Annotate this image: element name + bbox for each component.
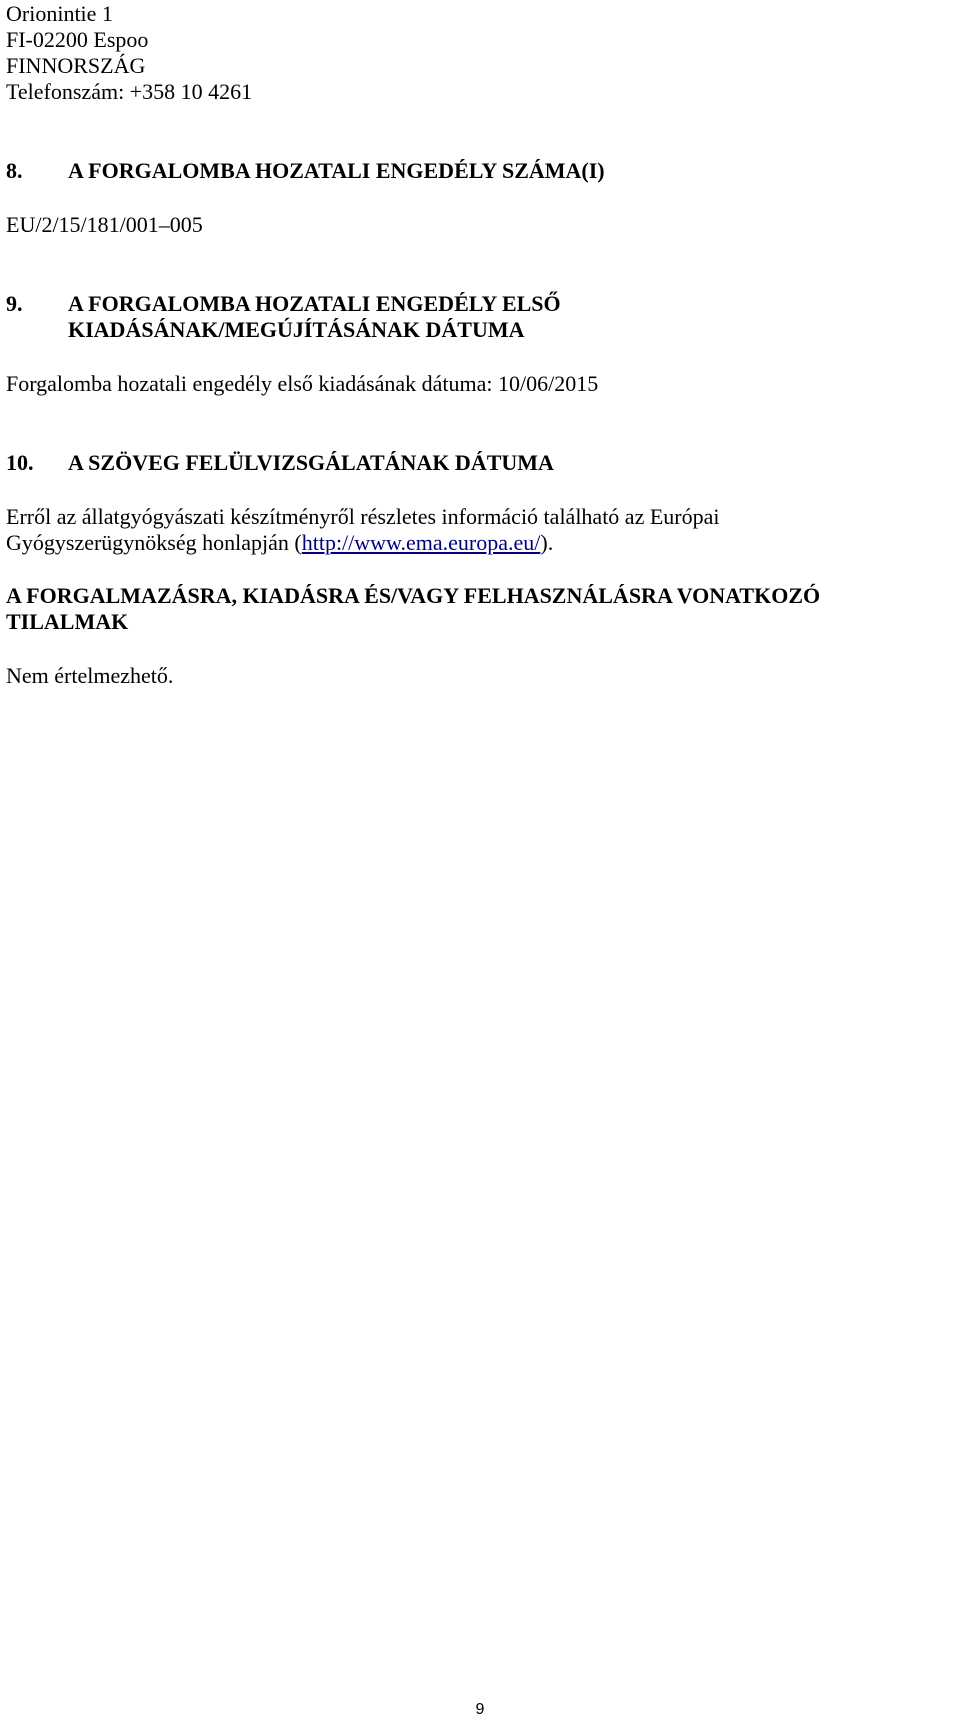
prohibition-heading-line1: A FORGALMAZÁSRA, KIADÁSRA ÉS/VAGY FELHASZNÁLÁSRA VONATKOZÓ xyxy=(6,583,821,608)
section9-heading-line1: A FORGALOMBA HOZATALI ENGEDÉLY ELSŐ xyxy=(68,291,561,316)
ema-website-link[interactable]: http://www.ema.europa.eu/ xyxy=(301,530,541,555)
section9-heading-line2: KIADÁSÁNAK/MEGÚJÍTÁSÁNAK DÁTUMA xyxy=(68,317,525,342)
section10-number: 10. xyxy=(6,450,34,475)
section9-body: Forgalomba hozatali engedély első kiadásának dátuma: 10/06/2015 xyxy=(6,371,599,396)
section8-body: EU/2/15/181/001–005 xyxy=(6,212,203,237)
page-number: 9 xyxy=(475,1701,485,1718)
section8-number: 8. xyxy=(6,158,23,183)
address-street: Orionintie 1 xyxy=(6,1,113,26)
address-phone: Telefonszám: +358 10 4261 xyxy=(6,79,253,104)
address-country: FINNORSZÁG xyxy=(6,53,146,78)
section10-heading: A SZÖVEG FELÜLVIZSGÁLATÁNAK DÁTUMA xyxy=(68,450,554,475)
section10-body-prefix: Gyógyszerügynökség honlapján ( xyxy=(6,530,302,555)
address-city: FI-02200 Espoo xyxy=(6,27,149,52)
section10-body-line2 xyxy=(6,529,553,557)
prohibition-heading-line2: TILALMAK xyxy=(6,609,129,634)
section10-body-suffix: ). xyxy=(540,530,554,555)
section9-number: 9. xyxy=(6,291,23,316)
section10-body-line1: Erről az állatgyógyászati készítményről részletes információ található az Európai xyxy=(6,504,720,529)
section8-heading: A FORGALOMBA HOZATALI ENGEDÉLY SZÁMA(I) xyxy=(68,158,605,183)
prohibition-body: Nem értelmezhető. xyxy=(6,663,174,688)
